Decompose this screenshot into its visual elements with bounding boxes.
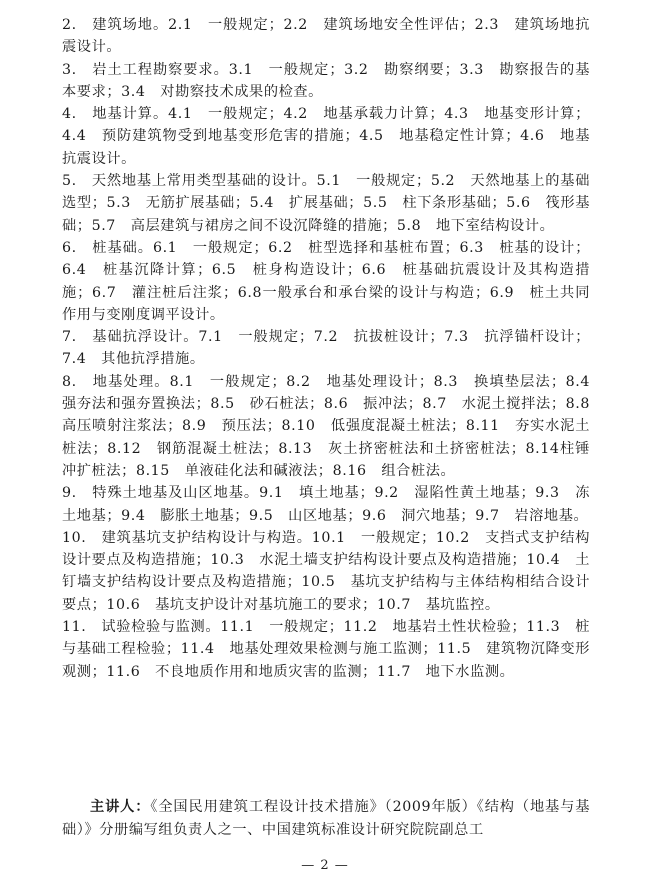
document-body bbox=[62, 14, 605, 683]
section-5: 5. 天然地基上常用类型基础的设计。5.1 一般规定；5.2 天然地基上的基础选型；5.3 无筋扩展基础；5.4 扩展基础；5.5 柱下条形基础；5.6 筏形基础；5.7 高层建筑与裙房之间不设沉降缝的措施；5.8 地下室结构设计。 bbox=[62, 173, 590, 234]
section-4: 4. 地基计算。4.1 一般规定；4.2 地基承载力计算；4.3 地基变形计算；4.4 预防建筑物受到地基变形危害的措施；4.5 地基稳定性计算；4.6 地基抗震设计。 bbox=[62, 106, 590, 167]
section-2: 2. 建筑场地。2.1 一般规定；2.2 建筑场地安全性评估；2.3 建筑场地抗震设计。 bbox=[62, 17, 590, 56]
section-11: 11. 试验检验与监测。11.1 一般规定；11.2 地基岩土性状检验；11.3 桩与基础工程检验；11.4 地基处理效果检测与施工监测；11.5 建筑物沉降变形观测；11.6 不良地质作用和地质灾害的监测；11.7 地下水监测。 bbox=[62, 619, 590, 680]
section-10: 10. 建筑基坑支护结构设计与构造。10.1 一般规定；10.2 支挡式支护结构设计要点及构造措施；10.3 水泥土墙支护结构设计要点及构造措施；10.4 土钉墙支护结构设计要点及构造措施；10.5 基坑支护结构与主体结构相结合设计要点；10.6 基坑支护设计对基坑施工的要求；10.7 基坑监控。 bbox=[62, 529, 590, 613]
page-number: — 2 — bbox=[301, 858, 349, 873]
lecturer-paragraph bbox=[62, 796, 590, 842]
section-3: 3. 岩土工程勘察要求。3.1 一般规定；3.2 勘察纲要；3.3 勘察报告的基本要求；3.4 对勘察技术成果的检查。 bbox=[62, 61, 590, 100]
section-8: 8. 地基处理。8.1 一般规定；8.2 地基处理设计；8.3 换填垫层法；8.4 强夯法和强夯置换法；8.5 砂石桩法；8.6 振冲法；8.7 水泥土搅拌法；8.8 高压喷射注浆法；8.9 预压法；8.10 低强度混凝土桩法；8.11 夯实水泥土桩法；8.12 钢筋混凝土桩法；8.13 灰土挤密桩法和土挤密桩法；8.14柱锤冲扩桩法；8.15 单液硅化法和碱液法；8.16 组合桩法。 bbox=[62, 373, 605, 479]
lecturer-label: 主讲人： bbox=[90, 799, 151, 815]
section-9: 9. 特殊土地基及山区地基。9.1 填土地基；9.2 湿陷性黄土地基；9.3 冻土地基；9.4 膨胀土地基；9.5 山区地基；9.6 洞穴地基；9.7 岩溶地基。 bbox=[62, 485, 590, 524]
section-7: 7. 基础抗浮设计。7.1 一般规定；7.2 抗拔桩设计；7.3 抗浮锚杆设计；7.4 其他抗浮措施。 bbox=[62, 329, 590, 368]
section-6: 6. 桩基础。6.1 一般规定；6.2 桩型选择和基桩布置；6.3 桩基的设计；6.4 桩基沉降计算；6.5 桩身构造设计；6.6 桩基础抗震设计及其构造措施；6.7 灌注桩后注浆；6.8一般承台和承台梁的设计与构造；6.9 桩土共同作用与变刚度调平设计。 bbox=[62, 239, 590, 323]
lecturer-text: 《全国民用建筑工程设计技术措施》（2009年版）《结构（地基与基础）》分册编写组负责人之一、中国建筑标准设计研究院院副总工 bbox=[62, 799, 590, 838]
